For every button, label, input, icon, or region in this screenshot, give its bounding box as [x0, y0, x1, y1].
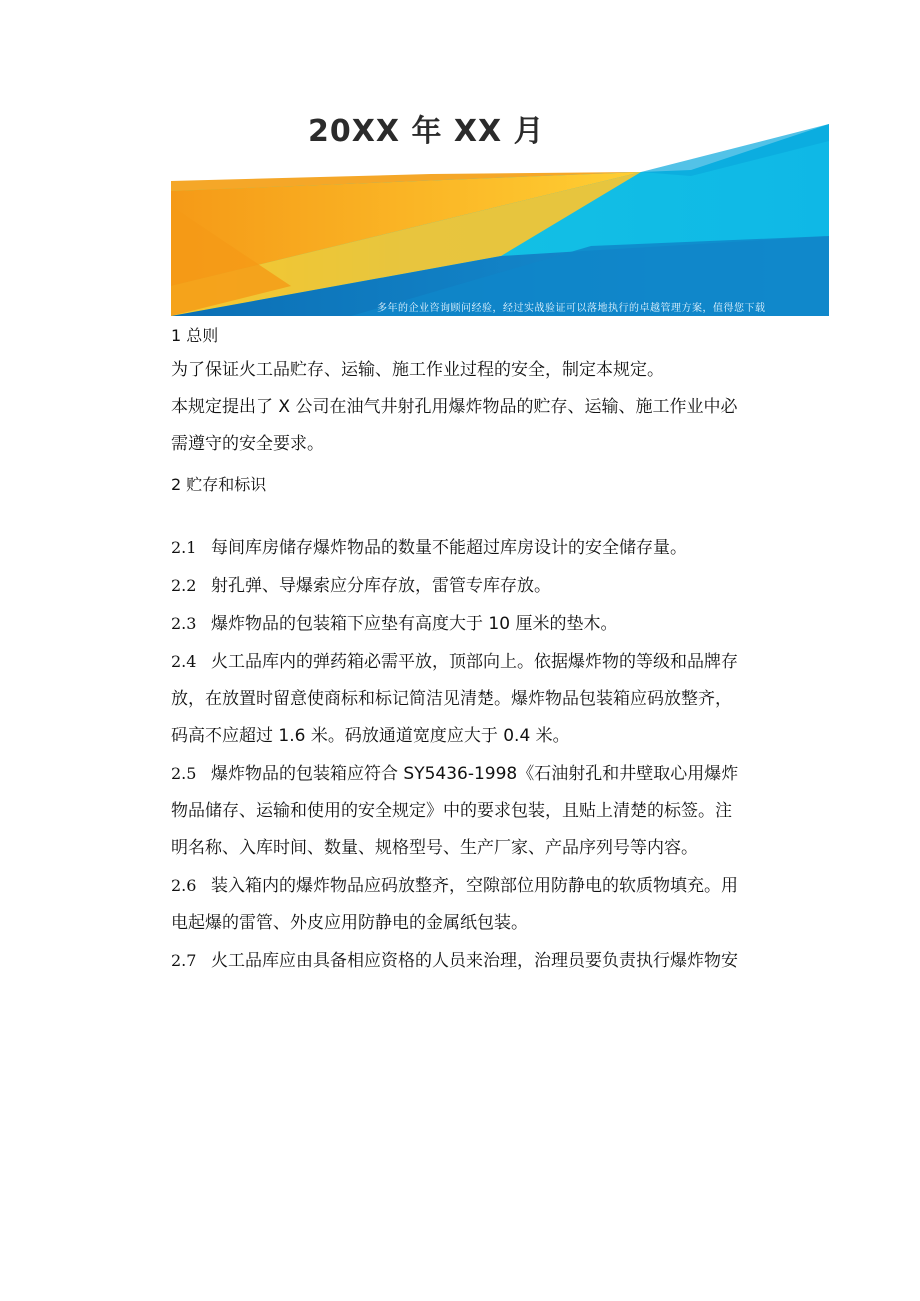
cover-banner: [171, 86, 829, 316]
clause-text: 爆炸物品的包装箱应符合 SY5436-1998《石油射孔和井壁取心用爆炸: [211, 764, 739, 784]
paragraph-line: 需遵守的安全要求。: [171, 434, 324, 454]
clause-text: 射孔弹、导爆索应分库存放，雷管专库存放。: [211, 576, 551, 596]
clause-continuation: 明名称、入库时间、数量、规格型号、生产厂家、产品序列号等内容。: [171, 838, 698, 858]
clause-2-3: [171, 605, 796, 643]
section-heading-general: 1 总则: [171, 326, 219, 345]
clause-2-2: [171, 567, 796, 605]
banner-date-title: 20XX 年 XX 月: [308, 114, 545, 149]
clause-text: 火工品库内的弹药箱必需平放，顶部向上。依据爆炸物的等级和品牌存: [211, 652, 738, 672]
clause-number: 2.4: [171, 652, 197, 671]
paragraph-line: 本规定提出了 X 公司在油气井射孔用爆炸物品的贮存、运输、施工作业中必: [171, 397, 738, 417]
clause-number: 2.3: [171, 614, 197, 633]
clause-text: 火工品库应由具备相应资格的人员来治理，治理员要负责执行爆炸物安: [211, 951, 738, 971]
clause-text: 每间库房储存爆炸物品的数量不能超过库房设计的安全储存量。: [211, 538, 687, 558]
clause-continuation: 码高不应超过 1.6 米。码放通道宽度应大于 0.4 米。: [171, 726, 570, 746]
banner-tagline: 多年的企业咨询顾问经验，经过实战验证可以落地执行的卓越管理方案，值得您下载: [377, 303, 766, 314]
clause-number: 2.7: [171, 951, 197, 970]
clause-text: 爆炸物品的包装箱下应垫有高度大于 10 厘米的垫木。: [211, 614, 618, 634]
clause-number: 2.6: [171, 876, 197, 895]
clause-2-4: [171, 643, 796, 681]
clause-continuation: 电起爆的雷管、外皮应用防静电的金属纸包装。: [171, 913, 528, 933]
clause-number: 2.5: [171, 764, 197, 783]
clause-2-7: [171, 942, 796, 980]
paragraph-line: 为了保证火工品贮存、运输、施工作业过程的安全，制定本规定。: [171, 360, 664, 380]
clause-2-1: [171, 529, 796, 567]
clause-continuation: 物品储存、运输和使用的安全规定》中的要求包装，且贴上清楚的标签。注: [171, 801, 732, 821]
document-body: [171, 320, 796, 980]
clause-2-6: [171, 867, 796, 905]
clause-number: 2.2: [171, 576, 197, 595]
clause-continuation: 放，在放置时留意使商标和标记简洁见清楚。爆炸物品包装箱应码放整齐，: [171, 689, 732, 709]
clause-text: 装入箱内的爆炸物品应码放整齐，空隙部位用防静电的软质物填充。用: [211, 876, 738, 896]
section-heading-storage: 2 贮存和标识: [171, 475, 267, 494]
clause-number: 2.1: [171, 538, 197, 557]
clause-2-5: [171, 755, 796, 793]
